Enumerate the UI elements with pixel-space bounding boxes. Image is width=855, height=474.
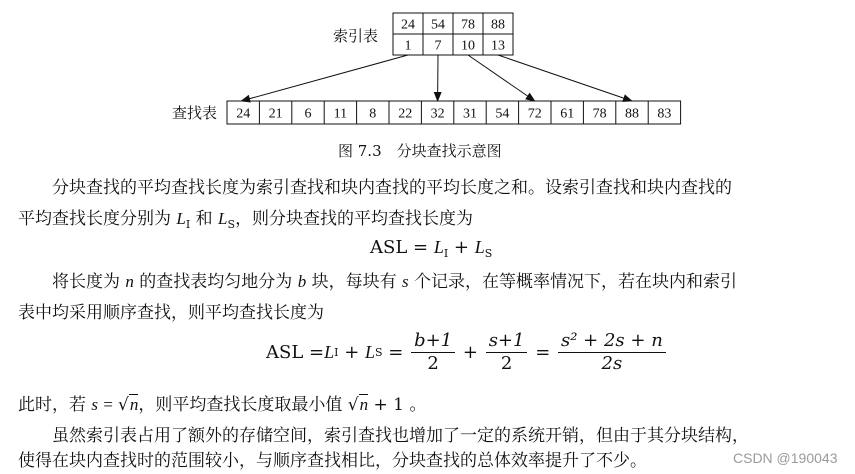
- search-table-label: 查找表: [172, 104, 218, 122]
- index-start-cell: 13: [491, 38, 505, 54]
- fraction-b: $\frac{b+1}{2}$: [411, 330, 455, 375]
- para3-line2: 使得在块内查找时的范围较小，与顺序查找相比，分块查找的总体效率提升了不少。: [18, 451, 647, 471]
- search-table-cell: 54: [495, 106, 510, 122]
- search-table-cell: 31: [463, 106, 477, 122]
- para1-line2: 平均查找长度分别为 $L_I$ 和 $L_S$，则分块查找的平均查找长度为: [18, 209, 474, 231]
- fraction-s: $\frac{s+1}{2}$: [486, 330, 528, 375]
- search-table-cell: 8: [369, 106, 377, 122]
- para2-line1: 将长度为 n 的查找表均匀地分为 b 块，每块有 s 个记录，在等概率情况下，若在块内和索引: [52, 272, 738, 292]
- index-start-cell: 7: [434, 38, 442, 54]
- search-table-grid: [227, 101, 681, 124]
- formula-asl-expanded: ASL = L I + L S = $\frac{b+1}{2}$ + $\frac{s+1}{2}$ = $\frac{\text{s² + 2s + n}}{2s}$: [266, 330, 668, 375]
- sqrt-sign: √: [347, 395, 359, 415]
- search-table-cell: 6: [304, 106, 312, 122]
- search-table-cell: 78: [592, 106, 607, 122]
- search-table-cell: 72: [527, 106, 542, 122]
- formula-asl-sum: ASL = $L_I + L_S$: [370, 237, 493, 260]
- search-table-cell: 22: [398, 106, 413, 122]
- pointer-arrows: [241, 55, 632, 101]
- index-table-label: 索引表: [333, 27, 379, 45]
- search-table-cell: 61: [560, 106, 575, 122]
- block-search-diagram: [0, 0, 855, 140]
- minimum-value-line: 此时，若 s = √n，则平均查找长度取最小值 √n + 1 。: [18, 395, 427, 415]
- para2-line2: 表中均采用顺序查找，则平均查找长度为: [18, 303, 324, 323]
- index-key-cell: 78: [461, 17, 475, 33]
- pointer-arrow: [241, 55, 408, 101]
- sqrt-sign: √: [118, 395, 129, 415]
- fraction-result: $\frac{\text{s² + 2s + n}}{2s}$: [558, 330, 666, 375]
- csdn-watermark: CSDN @190043: [733, 450, 838, 466]
- search-table-cell: 32: [430, 106, 445, 122]
- search-table-cell: 21: [268, 106, 283, 122]
- index-start-cell: 10: [461, 38, 475, 54]
- index-key-cell: 24: [401, 17, 415, 33]
- search-table-cell: 88: [625, 106, 639, 122]
- para1-line1: 分块查找的平均查找长度为索引查找和块内查找的平均长度之和。设索引查找和块内查找的: [52, 178, 732, 198]
- search-table-cell: 24: [236, 106, 251, 122]
- pointer-arrow: [468, 55, 535, 101]
- para3-line1: 虽然索引表占用了额外的存储空间，索引查找也增加了一定的系统开销，但由于其分块结构，: [52, 426, 749, 446]
- search-table-cell: 83: [657, 106, 672, 122]
- index-key-cell: 88: [491, 17, 505, 33]
- index-start-cell: 1: [404, 38, 412, 54]
- figure-caption: 图 7.3 分块查找示意图: [338, 142, 502, 160]
- index-key-cell: 54: [431, 17, 445, 33]
- search-table-cell: 11: [333, 106, 348, 122]
- pointer-arrow: [498, 55, 632, 101]
